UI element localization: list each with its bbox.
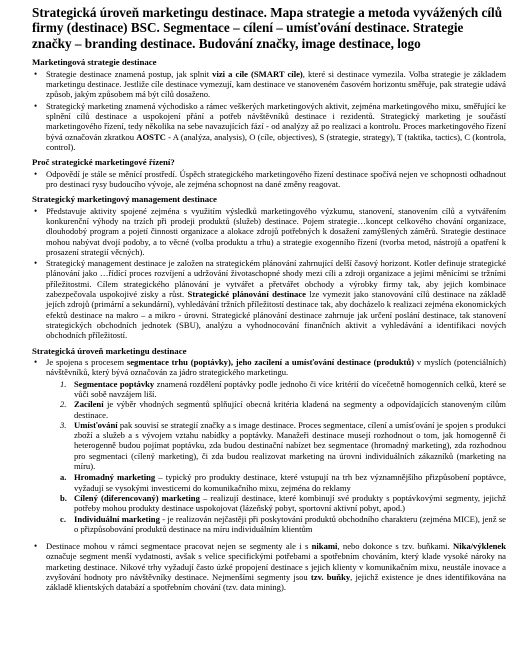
list-item: a. Hromadný marketing – typický pro produkty destinace, které vstupují na trh bez významnějšího přizpůsobení poptávce, vyžadují se vysokými investicemi do komunikačního mixu, zejména do reklamy [60, 472, 506, 493]
list-item: • Strategie destinace znamená postup, jak splnit vizi a cíle (SMART cíle), které si destinace vymezila. Volba strategie je základem marketingu destinace. Jestliže cíle destinace vymezují, kam destinace ve stanoveném časovém horizontu směřuje, pak strategie udává způsob, jakým způsobem má být cílů dosaženo. [32, 69, 506, 100]
bullet-list [32, 357, 506, 534]
section-heading: Strategický marketingový management destinace [32, 194, 217, 205]
list-item: • Představuje aktivity spojené zejména s využitím výsledků marketingového výzkumu, stanovení, stanovením cílů a vytvářením konkurenční výhody na trzích při prodeji produktů (služeb) destinace. Pojem strategie…koncept celkového chování organizace, dlouhodobý program a pojetí činnosti organizace a alokace zdrojů potřebných k dosažení zamýšlených záměrů. Strategie destinace mohou nabývat dvojí podoby, a to věcné (volba produktu a trhu) a strategie exogenního řízení (tvorba metod, nástrojů a opatření k prosazení strategií věcných). [32, 206, 506, 257]
list-item: • Destinace mohou v rámci segmentace pracovat nejen se segmenty ale i s nikami, nebo dokonce s tzv. buňkami. Nika/výklenek označuje segment menší vydatnosti, avšak s velice specifickými potřebami a spotřebním chováním, který klade vysoké nároky na marketing destinace. Nikové trhy vyžadují často úzké propojení destinace s jejich klienty v komunikačním mixu, neustále inovace a zvyšování hodnoty pro návštěvníky destinace. Nejmenšími segmenty jsou tzv. buňky, jejichž existence je dnes identifikována na základě klientských databází a spotřebním chování (tzv. data mining). [32, 541, 506, 592]
numbered-list [46, 379, 506, 472]
bullet-list [32, 541, 506, 592]
list-item: c. Individuální marketing - je realizován nejčastěji při poskytování produktů obchodního charakteru (zejména MICE), jenž se o přizpůsobování produktů destinace na míru individuálním klientům [60, 513, 506, 534]
bullet-list [32, 69, 506, 152]
list-item: • Odpovědí je stále se měnící prostředí. Úspěch strategického marketingového řízení destinace spočívá nejen ve schopnosti odhadnout pro destinaci rysy budoucího vývoje, ale zejména schopnost na dané změny reagovat. [32, 169, 506, 190]
section-heading: Strategická úroveň marketingu destinace [32, 345, 187, 356]
list-item: • Strategický management destinace je založen na strategickém plánování zahrnující delší časový horizont. Kotler definuje strategické plánování jako …řídící proces rozvíjení a udržování životaschopné shody mezi cíli a zdroji organizace a jejími měnícími se tržními příležitostmi. Cílem strategického plánování je vytvářet a přetvářet obchody a výrobky firmy tak, aby jejich kombinace zabezpečovala uspokojivé zisky a růst. Strategické plánování destinace lze vymezit jako stanovování cílů destinace na základě jejích zdrojů (primární a sekundární), vyhledávání tržních příležitostí destinace tak, aby docházelo k realizaci zejména ekonomických efektů destinace na makro – a mikro - úrovni. Strategické plánování destinace zahrnuje jak určení poslání destinace, tak stanovení strategických obchodních jednotek (SBU), analýzu a vyhodnocování finančních aktivit a vyhledávání a identifikaci nových obchodních příležitostí. [32, 258, 506, 340]
bullet-list [32, 206, 506, 341]
section-heading: Proč strategické marketingové řízení? [32, 157, 175, 168]
list-item: b. Cílený (diferencovaný) marketing – realizují destinace, které kombinují své produkty s poptávkovými segmenty, jejichž potřeby mohou produkty destinace uspokojovat (lázeňský pobyt, sportovní aktivní pobyt, apod.) [60, 492, 506, 514]
list-item: 2. Zacílení je výběr vhodných segmentů splňující obecná kritéria kladená na segmenty a odpovídajících stanoveným cílům destinace. [60, 399, 506, 420]
bullet-list [32, 169, 506, 190]
list-item: • Strategický marketing znamená východisko a rámec veškerých marketingových aktivit, zejména marketingového mixu, směřující ke splnění cílů destinace a uspokojení přání a potřeb návštěvníků destinace i rezidentů. Strategický marketing je součástí marketingového řízení, tedy několika na sebe navazujících fází - od analýzy až po realizaci a kontrolu. Proces marketingového řízení bývá označován zkratkou AOSTC - A (analýza, analysis), O (cíle, objectives), S (strategie, strategy), T (taktika, tactics), C (kontrola, control). [32, 101, 506, 152]
list-item: 3. Umísťování pak souvisí se strategií značky a s image destinace. Proces segmentace, cílení a umísťování je spojen s produkci zboží a služeb a s vývojem vztahu nabídky a poptávky. Manažeři destinace musejí rozhodnout o tom, jak homogenně či heterogenně budou pojímat poptávku, zda budou destinační nabízet bez segmentace (hromadný marketing), zda rozhodnou pro segmentaci (cílený marketing), či zda budou realizovat marketing na úrovni individuálních zákazníků (marketing na míru). [60, 419, 506, 472]
section-heading: Marketingová strategie destinace [32, 57, 157, 68]
page-title: Strategická úroveň marketingu destinace. Mapa strategie a metoda vyvážených cílů firmy (destinace) BSC. Segmentace – cílení – umísťování destinace. Strategie značky – branding destinace. Budování značky, image destinace, logo [32, 5, 503, 51]
lettered-list [46, 472, 506, 534]
list-item: • Je spojena s procesem segmentace trhu (poptávky), jeho zacílení a umísťování destinace (produktů) v myslích (potenciálních) návštěvníků, který bývá označován za jádro strategického marketingu. 1. Segmentace poptávky znamená rozdělení poptávky podle jednoho či více kritérií do vícečetně homogenních celků, které se vůči sobě navzájem liší. 2. Zacílení je výběr vhodných segmentů splňující obecná kritéria kladená na segmenty a odpovídajících stanoveným cílům destinace. 3. Umísťování pak souvisí se strategií značky a s image destinace. Proces segmentace, cílení a umísťování je spojen s produkci zboží a služeb a s vývojem vztahu nabídky a poptávky. Manažeři destinace musejí rozhodnout o tom, jak homogenně či heterogenně budou pojímat poptávku, zda budou destinační nabízet bez segmentace (hromadný marketing), zda rozhodnou pro segmentaci (cílený marketing), či zda budou realizovat marketing na úrovni individuálních zákazníků (marketing na míru). a. Hromadný marketing – typický pro produkty destinace, které vstupují na trh bez významnějšího přizpůsobení poptávce, vyžadují se vysokými investicemi do komunikačního mixu, zejména do reklamy b. Cílený (diferencovaný) marketing – realizují destinace, které kombinují své produkty s poptávkovými segmenty, jejichž potřeby mohou produkty destinace uspokojovat (lázeňský pobyt, sportovní aktivní pobyt, apod.) c. Individuální marketing - je realizován nejčastěji při poskytování produktů obchodního charakteru (zejména MICE), jenž se o přizpůsobování produktů destinace na míru individuálním klientům [32, 357, 506, 534]
list-item: 1. Segmentace poptávky znamená rozdělení poptávky podle jednoho či více kritérií do vícečetně homogenních celků, které se vůči sobě navzájem liší. [60, 378, 507, 399]
